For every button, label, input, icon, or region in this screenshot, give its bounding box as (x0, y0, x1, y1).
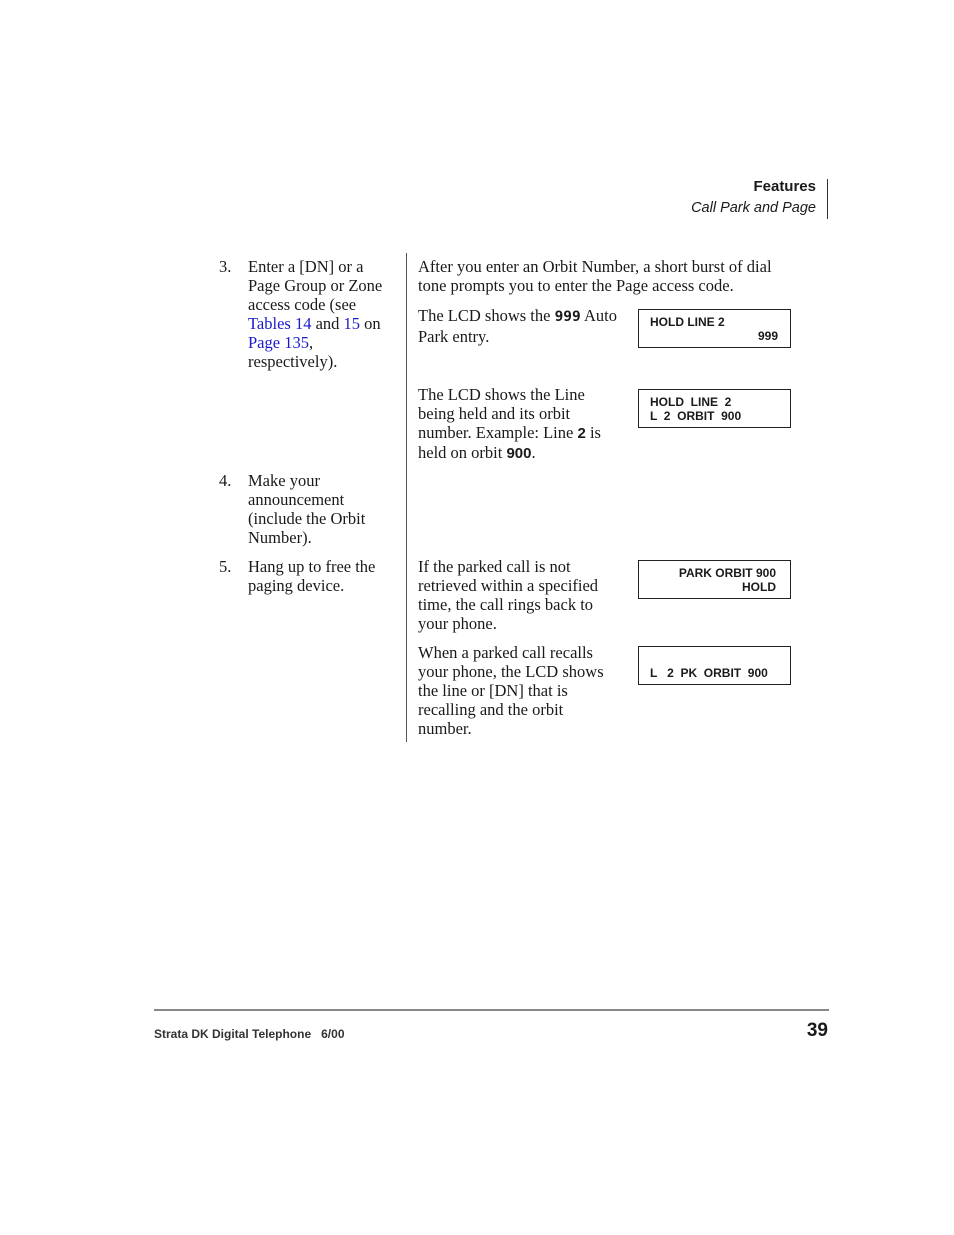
recall-paragraph: When a parked call recalls your phone, the LCD shows the line or [DN] that is recalling and the orbit number. (418, 643, 604, 738)
auto-park-code: 999 (554, 309, 581, 325)
para-text: . (531, 443, 536, 462)
lcd-display-recall (638, 646, 791, 685)
lcd-line-2: HOLD (742, 580, 776, 594)
step-text-part: and (311, 314, 344, 333)
page-number: 39 (806, 1020, 828, 1041)
para-text: The LCD shows the (418, 306, 555, 325)
column-divider (406, 253, 407, 742)
lcd-line-1: PARK ORBIT 900 (678, 566, 776, 580)
step-number: 4. (219, 471, 232, 490)
orbit-number: 900 (506, 445, 532, 462)
step-4-text: Make your announcement (include the Orbit Number). (248, 471, 366, 547)
intro-paragraph: After you enter an Orbit Number, a short burst of dial tone prompts you to enter the Page access code. (418, 257, 772, 295)
para-text: Auto Park entry. (418, 306, 617, 346)
step-5-text: Hang up to free the paging device. (248, 557, 376, 595)
section-subtitle: Call Park and Page (691, 200, 816, 216)
lcd-display-hold-999 (638, 309, 791, 348)
step-text-part: , respectively). (248, 333, 338, 371)
lcd-999-paragraph (418, 306, 618, 346)
header-divider (827, 179, 828, 219)
table-15-link[interactable]: 15 (343, 314, 361, 333)
footer-divider (154, 1009, 829, 1011)
line-number: 2 (577, 425, 586, 442)
para-text: is held on orbit (418, 423, 601, 462)
lcd-line-1: HOLD LINE 2 (650, 395, 732, 409)
lcd-line-1: L 2 PK ORBIT 900 (650, 666, 768, 680)
page-135-link[interactable]: Page 135 (248, 333, 309, 352)
not-retrieved-paragraph: If the parked call is not retrieved within a specified time, the call rings back to your phone. (418, 557, 599, 633)
tables-14-link[interactable]: Tables 14 (248, 314, 312, 333)
step-text-part: Enter a [DN] or a Page Group or Zone access code (see (248, 257, 383, 314)
step-number: 5. (219, 557, 232, 576)
lcd-display-park-orbit (638, 560, 791, 599)
lcd-line-2: L 2 ORBIT 900 (650, 409, 742, 423)
section-title: Features (753, 178, 816, 195)
lcd-display-hold-orbit (638, 389, 791, 428)
para-text: The LCD shows the Line being held and its orbit number. Example: Line (418, 385, 585, 442)
lcd-line-1: HOLD LINE 2 (650, 315, 725, 329)
lcd-line-2: 999 (757, 329, 778, 343)
step-number: 3. (219, 257, 232, 276)
step-3-text (248, 257, 398, 371)
lcd-line-paragraph (418, 385, 618, 463)
step-text-part: on (360, 314, 381, 333)
footer-doc-title: Strata DK Digital Telephone 6/00 (154, 1027, 345, 1041)
